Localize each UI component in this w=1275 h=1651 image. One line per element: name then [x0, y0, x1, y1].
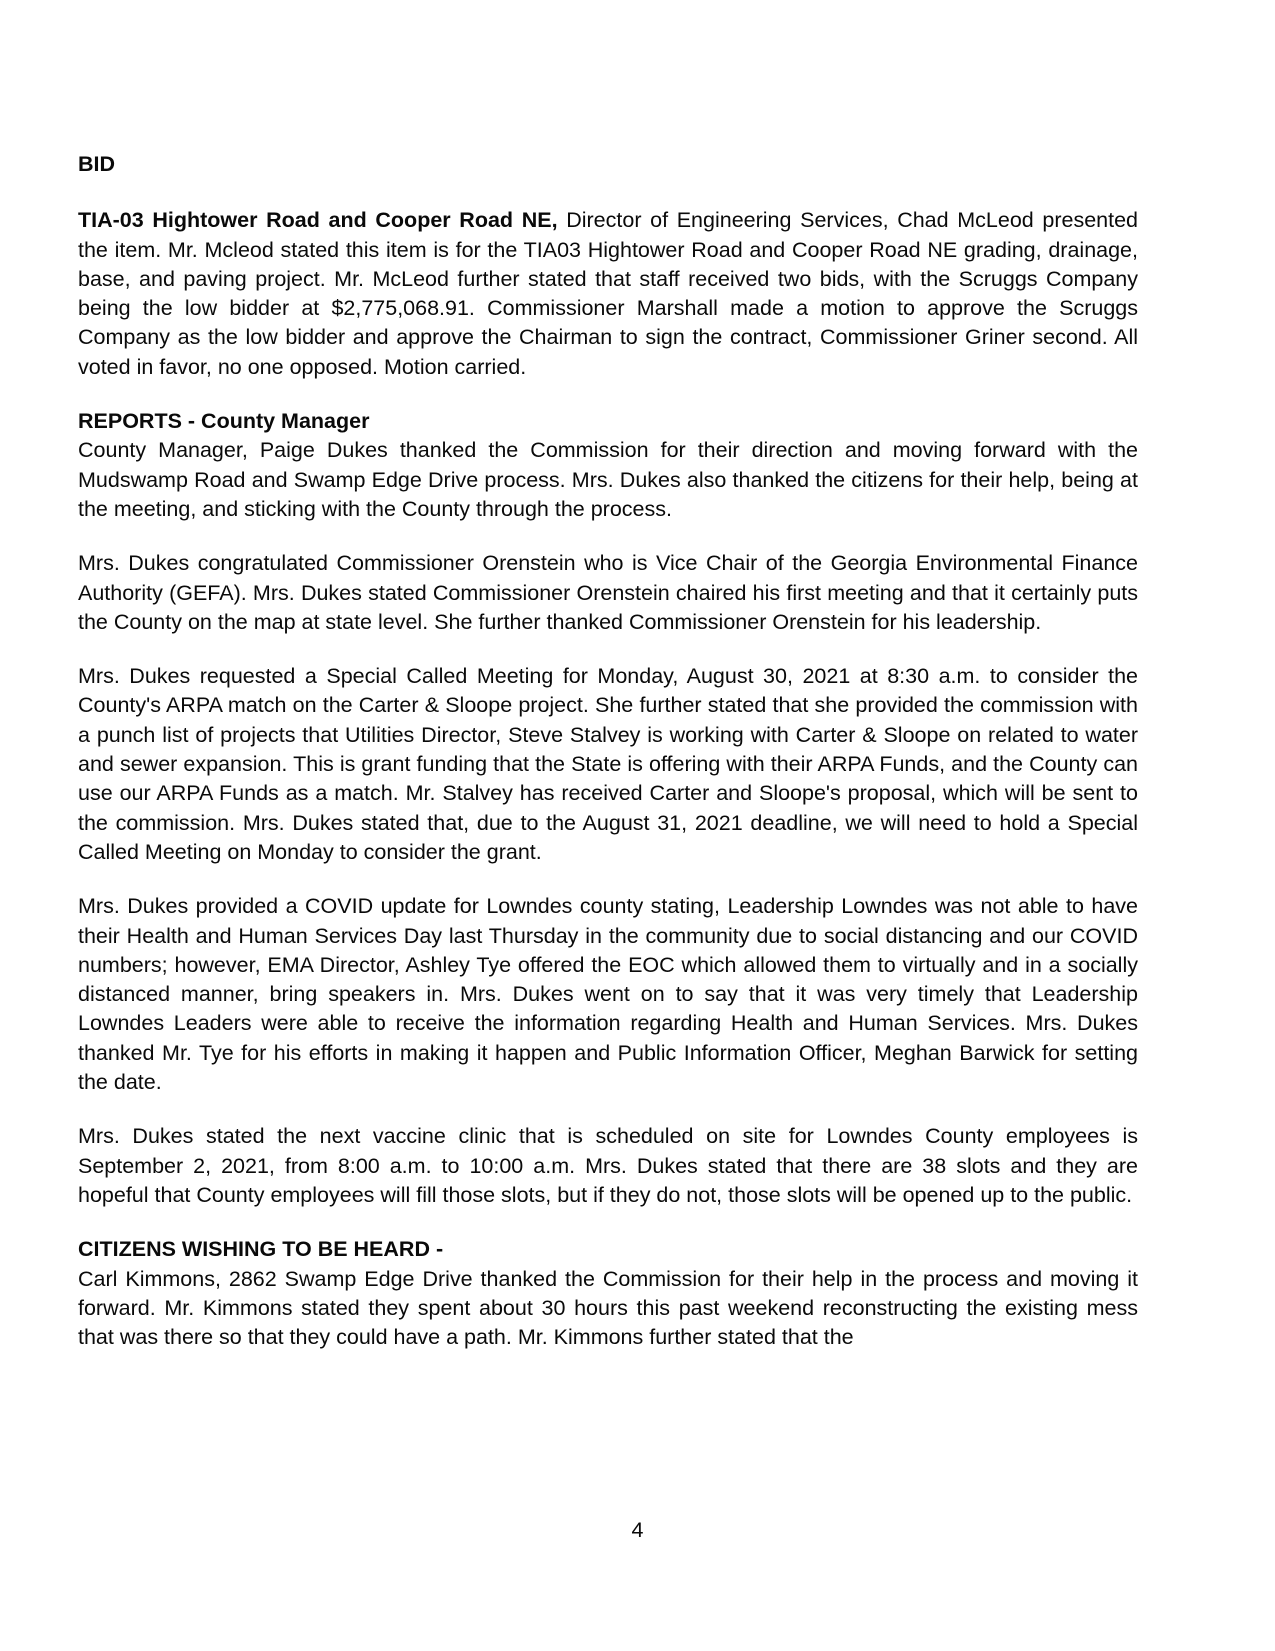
section-heading-citizens: CITIZENS WISHING TO BE HEARD - — [78, 1237, 444, 1262]
paragraph-body: Mrs. Dukes stated the next vaccine clinic that is scheduled on site for Lowndes County employees is September 2, 2021, from 8:00 a.m. to 10:00 a.m. Mrs. Dukes stated that there are 38 slots and they are hopeful that County employees will fill those slots, but if they do not, those slots will be opened up to the public. — [78, 1124, 1138, 1207]
paragraph-covid-update — [78, 892, 1138, 1097]
document-body — [78, 150, 1138, 1377]
paragraph-body: Director of Engineering Services, Chad McLeod presented the item. Mr. Mcleod stated this item is for the TIA03 Hightower Road and Cooper Road NE grading, drainage, base, and paving project. Mr. McLeod further stated that staff received two bids, with the Scruggs Company being the low bidder at $2,775,068.91. Commissioner Marshall made a motion to approve the Scruggs Company as the low bidder and approve the Chairman to sign the contract, Commissioner Griner second. All voted in favor, no one opposed. Motion carried. — [78, 208, 1139, 379]
page-number: 4 — [631, 1518, 644, 1542]
paragraph-special-called-meeting — [78, 662, 1138, 867]
paragraph-lead-bold: TIA-03 Hightower Road and Cooper Road NE, — [78, 208, 558, 233]
section-citizens-wishing-to-be-heard — [78, 1235, 1138, 1352]
paragraph-vaccine-clinic — [78, 1122, 1138, 1210]
section-reports-county-manager — [78, 407, 1138, 1210]
section-heading-bid: BID — [78, 152, 116, 176]
paragraph-carl-kimmons — [78, 1265, 1138, 1353]
paragraph-county-manager-thanks — [78, 436, 1138, 524]
paragraph-body: Mrs. Dukes provided a COVID update for Lowndes county stating, Leadership Lowndes was not able to have their Health and Human Services Day last Thursday in the community due to social distancing and our COVID numbers; however, EMA Director, Ashley Tye offered the EOC which allowed them to virtually and in a socially distanced manner, bring speakers in. Mrs. Dukes went on to say that it was very timely that Leadership Lowndes Leaders were able to receive the information regarding Health and Human Services. Mrs. Dukes thanked Mr. Tye for his efforts in making it happen and Public Information Officer, Meghan Barwick for setting the date. — [78, 894, 1138, 1095]
paragraph-body: Mrs. Dukes requested a Special Called Meeting for Monday, August 30, 2021 at 8:30 a.m. to consider the County's ARPA match on the Carter & Sloope project. She further stated that she provided the commission with a punch list of projects that Utilities Director, Steve Stalvey is working with Carter & Sloope on related to water and sewer expansion. This is grant funding that the State is offering with their ARPA Funds, and the County can use our ARPA Funds as a match. Mr. Stalvey has received Carter and Sloope's proposal, which will be sent to the commission. Mrs. Dukes stated that, due to the August 31, 2021 deadline, we will need to hold a Special Called Meeting on Monday to consider the grant. — [78, 664, 1138, 864]
section-bid — [78, 150, 1138, 382]
paragraph-gefa-congratulations — [78, 549, 1138, 637]
section-heading-reports: REPORTS - County Manager — [78, 409, 370, 434]
paragraph-body: Carl Kimmons, 2862 Swamp Edge Drive thanked the Commission for their help in the process and moving it forward. Mr. Kimmons stated they spent about 30 hours this past weekend reconstructing the existing mess that was there so that they could have a path. Mr. Kimmons further stated that the — [78, 1266, 1138, 1350]
paragraph-body: County Manager, Paige Dukes thanked the Commission for their direction and moving forward with the Mudswamp Road and Swamp Edge Drive process. Mrs. Dukes also thanked the citizens for their help, being at the meeting, and sticking with the County through the process. — [78, 438, 1138, 521]
paragraph-bid-tia03 — [78, 206, 1138, 382]
paragraph-body: Mrs. Dukes congratulated Commissioner Orenstein who is Vice Chair of the Georgia Environmental Finance Authority (GEFA). Mrs. Dukes stated Commissioner Orenstein chaired his first meeting and that it certainly puts the County on the map at state level. She further thanked Commissioner Orenstein for his leadership. — [78, 551, 1138, 634]
